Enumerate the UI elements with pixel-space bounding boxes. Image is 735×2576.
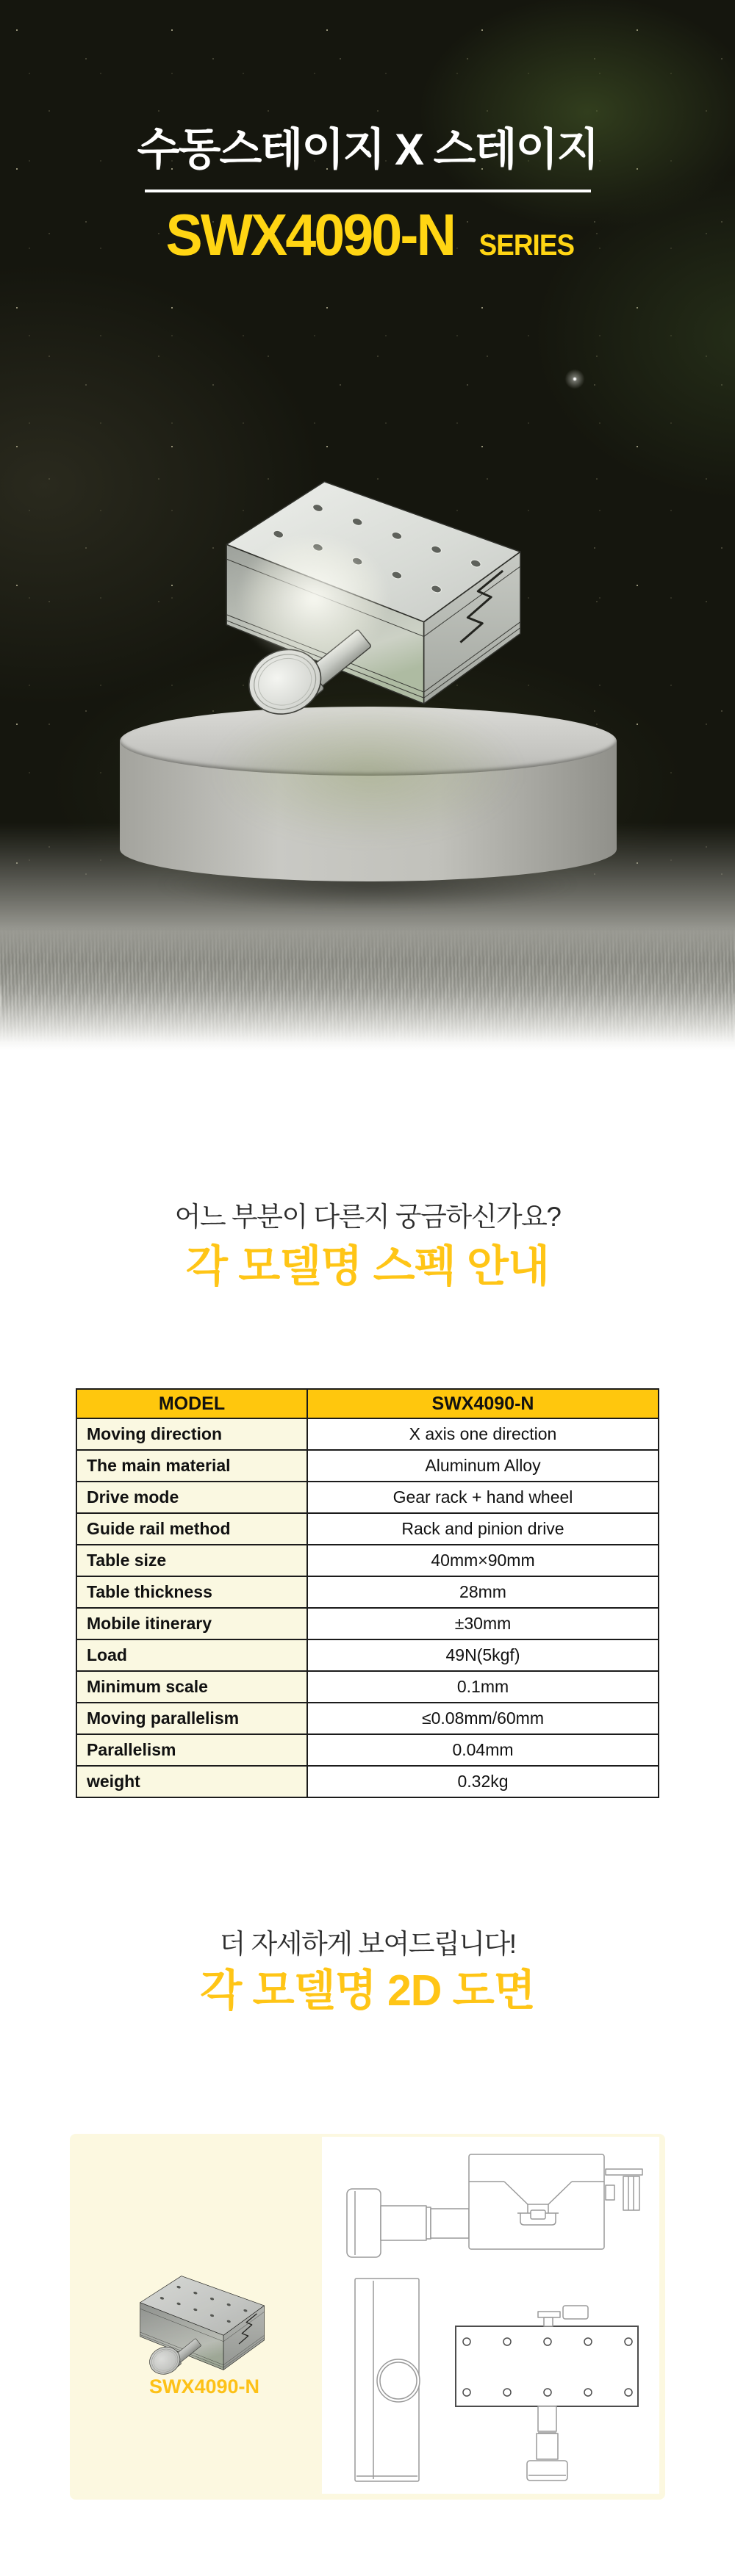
model-name-label: SWX4090-N (148, 2375, 260, 2398)
spec-table-header-model: MODEL (76, 1389, 307, 1418)
spec-row-label: weight (76, 1766, 307, 1797)
table-row (76, 1608, 659, 1639)
spec-row-label: Moving parallelism (76, 1703, 307, 1734)
spec-row-value: X axis one direction (307, 1418, 659, 1450)
series-suffix: SERIES (479, 229, 575, 261)
spec-row-label: Table thickness (76, 1576, 307, 1608)
table-row (76, 1450, 659, 1482)
table-row (76, 1545, 659, 1576)
spec-row-value: 49N(5kgf) (307, 1639, 659, 1671)
spec-row-label: Parallelism (76, 1734, 307, 1766)
spec-row-label: Moving direction (76, 1418, 307, 1450)
spec-row-value: Aluminum Alloy (307, 1450, 659, 1482)
spec-table-header-value: SWX4090-N (307, 1389, 659, 1418)
spec-row-label: Minimum scale (76, 1671, 307, 1703)
spec-table-body (76, 1418, 659, 1797)
table-row (76, 1703, 659, 1734)
spec-row-label: Table size (76, 1545, 307, 1576)
spec-row-label: The main material (76, 1450, 307, 1482)
drawing-sheet (322, 2137, 659, 2494)
table-row (76, 1734, 659, 1766)
drawing-side-bar (355, 2279, 420, 2481)
knob-light-glow (215, 514, 413, 683)
spec-row-value: Rack and pinion drive (307, 1513, 659, 1545)
drawing-lead-text: 더 자세하게 보여드립니다! (219, 1929, 516, 1959)
spec-row-label: Guide rail method (76, 1513, 307, 1545)
hero-series-title (0, 202, 735, 267)
drawing-section-heading: 각 모델명 2D 도면 (200, 1966, 535, 2015)
2d-drawings (322, 2137, 659, 2494)
hero-title: 수동스테이지 X 스테이지 (137, 125, 598, 174)
spec-section-heading: 각 모델명 스펙 안내 (185, 1242, 550, 1291)
table-row (76, 1671, 659, 1703)
table-row (76, 1418, 659, 1450)
spec-row-value: 0.1mm (307, 1671, 659, 1703)
product-3d-thumbnail (135, 2259, 274, 2375)
ground-grain-texture (0, 927, 735, 1043)
drawing-side-view (347, 2154, 642, 2257)
hero-divider-line (145, 190, 591, 192)
table-row (76, 1482, 659, 1513)
spec-row-value: Gear rack + hand wheel (307, 1482, 659, 1513)
spec-table-header-row (76, 1389, 659, 1418)
spec-row-label: Mobile itinerary (76, 1608, 307, 1639)
spec-row-value: 40mm×90mm (307, 1545, 659, 1576)
hero-banner (0, 0, 735, 1050)
spec-table-head (76, 1389, 659, 1418)
spec-row-value: ±30mm (307, 1608, 659, 1639)
spec-row-label: Drive mode (76, 1482, 307, 1513)
table-row (76, 1513, 659, 1545)
spec-row-value: 28mm (307, 1576, 659, 1608)
spec-table (76, 1388, 659, 1798)
spec-row-value: 0.32kg (307, 1766, 659, 1797)
series-name: SWX4090-N (165, 202, 454, 267)
spec-question-text: 어느 부분이 다른지 궁금하신가요? (174, 1202, 561, 1232)
table-row (76, 1576, 659, 1608)
spec-row-value: ≤0.08mm/60mm (307, 1703, 659, 1734)
spec-row-value: 0.04mm (307, 1734, 659, 1766)
drawing-panel (70, 2134, 665, 2500)
spec-row-label: Load (76, 1639, 307, 1671)
table-row (76, 1639, 659, 1671)
table-row (76, 1766, 659, 1797)
